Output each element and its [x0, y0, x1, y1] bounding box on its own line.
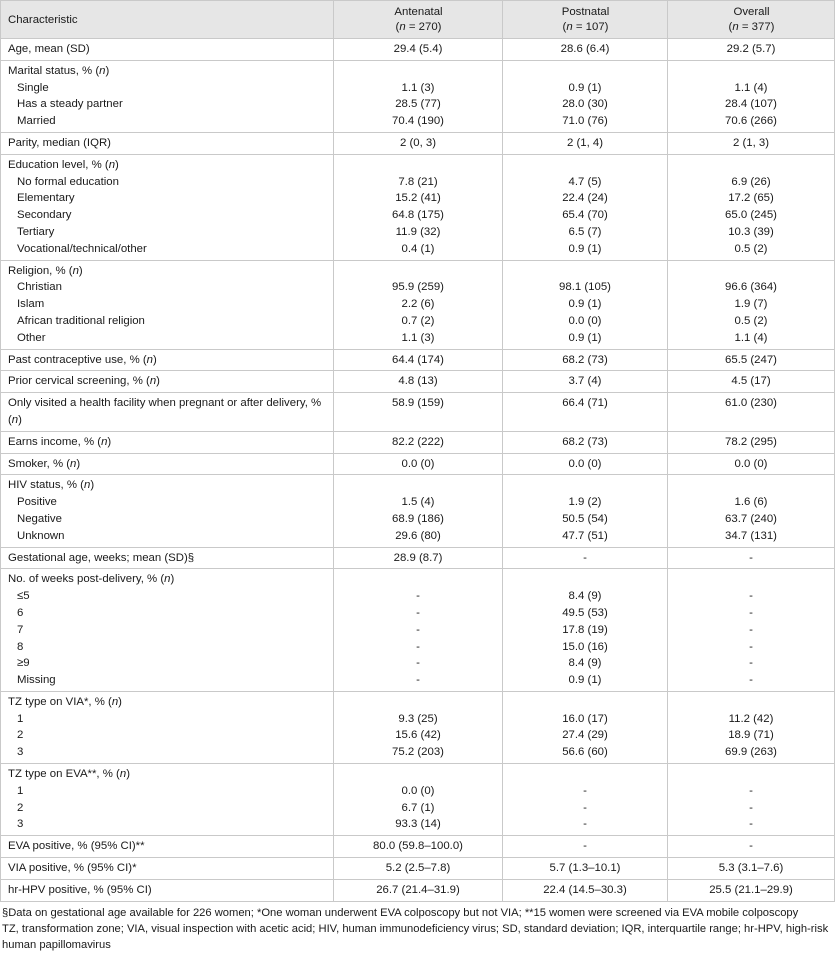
- table-row: [1, 569, 835, 692]
- cell-value: 1.9 (2): [568, 496, 602, 509]
- value-cell-antenatal: [334, 836, 503, 858]
- cell-spacer: [670, 63, 832, 80]
- header-postnatal: [503, 1, 668, 39]
- value-cell-postnatal: [503, 764, 668, 836]
- table-row: [1, 453, 835, 475]
- row-label-cell: [1, 371, 334, 393]
- cell-value: 0.4 (1): [401, 242, 435, 255]
- table-row: [1, 879, 835, 901]
- row-label: Gestational age, weeks; mean (SD)§: [8, 551, 195, 564]
- table-row: [1, 349, 835, 371]
- row-label: Education level, % (n): [8, 158, 119, 171]
- row-label-cell: [1, 154, 334, 260]
- cell-value: -: [583, 551, 587, 564]
- value-cell-antenatal: [334, 371, 503, 393]
- cell-value: 0.9 (1): [568, 298, 602, 311]
- header-postnatal-n: (n = 107): [562, 21, 609, 33]
- cell-value: 25.5 (21.1–29.9): [709, 883, 793, 896]
- value-cell-overall: [668, 879, 835, 901]
- cell-value: 26.7 (21.4–31.9): [376, 883, 460, 896]
- cell-value: 80.0 (59.8–100.0): [373, 840, 463, 853]
- table-row: [1, 431, 835, 453]
- cell-value: 28.9 (8.7): [393, 551, 443, 564]
- row-label-cell: [1, 879, 334, 901]
- cell-value: 0.9 (1): [568, 242, 602, 255]
- value-cell-postnatal: [503, 691, 668, 763]
- row-sublabel: African traditional religion: [17, 314, 145, 327]
- row-sublabel: Vocational/technical/other: [17, 242, 147, 255]
- row-sublabel: Single: [17, 81, 49, 94]
- value-cell-antenatal: [334, 691, 503, 763]
- row-sublabel: 2: [17, 801, 24, 814]
- row-label: HIV status, % (n): [8, 479, 95, 492]
- row-sublabel: No formal education: [17, 175, 119, 188]
- cell-value: 15.2 (41): [395, 192, 441, 205]
- cell-value: 78.2 (295): [725, 435, 777, 448]
- cell-value: 15.6 (42): [395, 729, 441, 742]
- cell-value: 2 (1, 4): [566, 136, 604, 149]
- value-cell-overall: [668, 547, 835, 569]
- header-postnatal-label: Postnatal: [561, 6, 610, 18]
- row-label-cell: [1, 431, 334, 453]
- row-sublabel: 1: [17, 784, 24, 797]
- cell-value: 11.2 (42): [728, 712, 774, 725]
- cell-spacer: [336, 157, 500, 174]
- cell-value: -: [416, 674, 420, 687]
- cell-value: 9.3 (25): [398, 712, 438, 725]
- value-cell-antenatal: [334, 547, 503, 569]
- cell-spacer: [505, 571, 665, 588]
- cell-value: 65.4 (70): [562, 209, 608, 222]
- row-label: No. of weeks post-delivery, % (n): [8, 573, 175, 586]
- cell-value: 0.9 (1): [568, 81, 602, 94]
- cell-value: 27.4 (29): [562, 729, 608, 742]
- value-cell-antenatal: [334, 154, 503, 260]
- value-cell-overall: [668, 569, 835, 692]
- row-label-cell: [1, 475, 334, 547]
- row-label-cell: [1, 132, 334, 154]
- header-overall: [668, 1, 835, 39]
- row-label: Smoker, % (n): [8, 457, 81, 470]
- row-sublabel: Tertiary: [17, 225, 55, 238]
- cell-spacer: [505, 477, 665, 494]
- cell-value: -: [416, 606, 420, 619]
- row-sublabel: Negative: [17, 512, 62, 525]
- cell-value: -: [416, 623, 420, 636]
- row-label: TZ type on VIA*, % (n): [8, 695, 122, 708]
- cell-value: 29.6 (80): [395, 529, 441, 542]
- row-label-cell: [1, 764, 334, 836]
- row-sublabel: ≥9: [17, 657, 30, 670]
- cell-value: 56.6 (60): [562, 746, 608, 759]
- cell-spacer: [670, 157, 832, 174]
- row-label: TZ type on EVA**, % (n): [8, 768, 130, 781]
- row-label: Age, mean (SD): [8, 43, 90, 55]
- row-label-cell: [1, 260, 334, 349]
- value-cell-overall: [668, 393, 835, 432]
- row-label: Only visited a health facility when pregnant or after delivery, % (n): [8, 397, 322, 426]
- value-cell-postnatal: [503, 371, 668, 393]
- value-cell-postnatal: [503, 39, 668, 61]
- value-cell-antenatal: [334, 764, 503, 836]
- table-row: [1, 764, 835, 836]
- row-sublabel: Positive: [17, 496, 57, 509]
- cell-value: 28.0 (30): [562, 98, 608, 111]
- value-cell-antenatal: [334, 393, 503, 432]
- row-sublabel: ≤5: [17, 590, 30, 603]
- cell-value: 65.5 (247): [725, 353, 777, 366]
- row-sublabel: Christian: [17, 281, 62, 294]
- cell-spacer: [505, 263, 665, 280]
- cell-value: 8.4 (9): [568, 657, 602, 670]
- value-cell-postnatal: [503, 475, 668, 547]
- header-characteristic: Characteristic: [1, 1, 334, 39]
- cell-value: -: [416, 640, 420, 653]
- value-cell-antenatal: [334, 349, 503, 371]
- value-cell-postnatal: [503, 569, 668, 692]
- value-cell-antenatal: [334, 39, 503, 61]
- cell-value: -: [749, 818, 753, 831]
- cell-value: 28.5 (77): [395, 98, 441, 111]
- cell-value: 8.4 (9): [568, 590, 602, 603]
- cell-value: -: [749, 623, 753, 636]
- value-cell-antenatal: [334, 475, 503, 547]
- cell-value: -: [749, 840, 753, 853]
- row-label-cell: [1, 453, 334, 475]
- cell-value: -: [583, 801, 587, 814]
- cell-value: 22.4 (24): [562, 192, 608, 205]
- table-row: [1, 547, 835, 569]
- cell-spacer: [670, 263, 832, 280]
- row-sublabel: Married: [17, 115, 56, 128]
- cell-value: 0.0 (0): [401, 457, 435, 470]
- value-cell-overall: [668, 260, 835, 349]
- cell-value: 10.3 (39): [728, 225, 774, 238]
- cell-value: 71.0 (76): [562, 115, 608, 128]
- cell-spacer: [336, 477, 500, 494]
- cell-value: 0.7 (2): [401, 314, 435, 327]
- value-cell-overall: [668, 431, 835, 453]
- cell-value: 68.2 (73): [562, 435, 608, 448]
- cell-value: 2 (0, 3): [399, 136, 437, 149]
- row-sublabel: Elementary: [17, 192, 75, 205]
- cell-spacer: [336, 694, 500, 711]
- cell-spacer: [336, 571, 500, 588]
- value-cell-postnatal: [503, 547, 668, 569]
- cell-value: 18.9 (71): [728, 729, 774, 742]
- value-cell-overall: [668, 764, 835, 836]
- value-cell-postnatal: [503, 132, 668, 154]
- header-antenatal: [334, 1, 503, 39]
- value-cell-overall: [668, 39, 835, 61]
- cell-value: 0.0 (0): [568, 457, 602, 470]
- cell-value: 6.7 (1): [401, 801, 435, 814]
- row-label: Past contraceptive use, % (n): [8, 353, 157, 366]
- value-cell-overall: [668, 691, 835, 763]
- value-cell-postnatal: [503, 260, 668, 349]
- row-label: Parity, median (IQR): [8, 136, 111, 149]
- row-label-cell: [1, 836, 334, 858]
- value-cell-postnatal: [503, 393, 668, 432]
- cell-value: 1.1 (4): [734, 331, 768, 344]
- cell-value: 65.0 (245): [725, 209, 777, 222]
- row-label: Prior cervical screening, % (n): [8, 375, 160, 388]
- cell-value: 5.7 (1.3–10.1): [549, 862, 621, 875]
- row-label-cell: [1, 547, 334, 569]
- value-cell-postnatal: [503, 154, 668, 260]
- cell-spacer: [336, 766, 500, 783]
- row-label: Marital status, % (n): [8, 64, 110, 77]
- value-cell-antenatal: [334, 260, 503, 349]
- row-label: VIA positive, % (95% CI)*: [8, 862, 137, 875]
- cell-value: 93.3 (14): [395, 818, 441, 831]
- row-sublabel: Other: [17, 331, 46, 344]
- cell-value: 1.1 (3): [401, 81, 435, 94]
- cell-spacer: [505, 694, 665, 711]
- cell-value: -: [749, 801, 753, 814]
- table-body: [1, 39, 835, 902]
- cell-value: 4.5 (17): [731, 375, 771, 388]
- row-sublabel: Missing: [17, 674, 56, 687]
- value-cell-overall: [668, 858, 835, 880]
- header-overall-label: Overall: [733, 6, 770, 18]
- value-cell-overall: [668, 453, 835, 475]
- value-cell-overall: [668, 836, 835, 858]
- value-cell-antenatal: [334, 431, 503, 453]
- cell-value: 0.5 (2): [734, 314, 768, 327]
- table-row: [1, 836, 835, 858]
- cell-value: 0.0 (0): [568, 314, 602, 327]
- table-header-row: [1, 1, 835, 39]
- cell-value: -: [749, 640, 753, 653]
- cell-value: 0.0 (0): [734, 457, 768, 470]
- cell-value: 4.7 (5): [568, 175, 602, 188]
- cell-value: 6.9 (26): [731, 175, 771, 188]
- cell-value: 15.0 (16): [562, 640, 608, 653]
- cell-value: 7.8 (21): [398, 175, 438, 188]
- row-label-cell: [1, 393, 334, 432]
- row-sublabel: Islam: [17, 298, 45, 311]
- row-sublabel: 3: [17, 818, 24, 831]
- cell-value: -: [749, 674, 753, 687]
- row-sublabel: 2: [17, 729, 24, 742]
- value-cell-postnatal: [503, 836, 668, 858]
- value-cell-overall: [668, 60, 835, 132]
- cell-value: 49.5 (53): [562, 606, 608, 619]
- cell-spacer: [505, 766, 665, 783]
- cell-value: 5.2 (2.5–7.8): [385, 862, 451, 875]
- value-cell-postnatal: [503, 453, 668, 475]
- cell-value: 0.9 (1): [568, 331, 602, 344]
- cell-value: 82.2 (222): [392, 435, 444, 448]
- row-label-cell: [1, 60, 334, 132]
- cell-value: -: [583, 840, 587, 853]
- table-row: [1, 60, 835, 132]
- table-row: [1, 260, 835, 349]
- cell-value: 16.0 (17): [562, 712, 608, 725]
- row-label-cell: [1, 569, 334, 692]
- value-cell-overall: [668, 132, 835, 154]
- cell-value: 1.1 (3): [401, 331, 435, 344]
- table-row: [1, 393, 835, 432]
- cell-value: 58.9 (159): [392, 397, 444, 410]
- cell-value: -: [749, 606, 753, 619]
- value-cell-antenatal: [334, 858, 503, 880]
- cell-value: 66.4 (71): [562, 397, 608, 410]
- cell-value: 6.5 (7): [568, 225, 602, 238]
- cell-value: 5.3 (3.1–7.6): [718, 862, 784, 875]
- cell-value: 1.9 (7): [734, 298, 768, 311]
- row-sublabel: Has a steady partner: [17, 98, 123, 111]
- cell-value: 22.4 (14.5–30.3): [543, 883, 627, 896]
- row-sublabel: Secondary: [17, 209, 72, 222]
- footnote-abbreviations: TZ, transformation zone; VIA, visual inspection with acetic acid; HIV, human immunodeficiency virus; SD, standard deviation; IQR, interquartile range; hr-HPV, high-risk human papillomavirus: [2, 922, 829, 951]
- footnote-symbols: §Data on gestational age available for 226 women; *One woman underwent EVA colposcopy but not VIA; **15 women were screened via EVA mobile colposcopy: [2, 906, 799, 919]
- row-sublabel: 6: [17, 606, 24, 619]
- cell-value: 34.7 (131): [725, 529, 777, 542]
- cell-value: -: [416, 657, 420, 670]
- cell-value: -: [749, 657, 753, 670]
- value-cell-antenatal: [334, 132, 503, 154]
- row-label-cell: [1, 39, 334, 61]
- table-row: [1, 132, 835, 154]
- cell-value: 0.5 (2): [734, 242, 768, 255]
- cell-value: 29.2 (5.7): [726, 43, 776, 55]
- row-sublabel: Unknown: [17, 529, 65, 542]
- cell-spacer: [670, 766, 832, 783]
- cell-value: 1.6 (6): [734, 496, 768, 509]
- cell-value: 50.5 (54): [562, 512, 608, 525]
- value-cell-postnatal: [503, 858, 668, 880]
- table-row: [1, 475, 835, 547]
- cell-value: 70.4 (190): [392, 115, 444, 128]
- table-footnotes: [0, 902, 835, 953]
- row-label: EVA positive, % (95% CI)**: [8, 840, 145, 853]
- cell-spacer: [670, 477, 832, 494]
- cell-value: 47.7 (51): [562, 529, 608, 542]
- cell-value: 75.2 (203): [392, 746, 444, 759]
- header-antenatal-n: (n = 270): [395, 21, 442, 33]
- cell-value: 28.6 (6.4): [560, 43, 610, 55]
- cell-value: -: [749, 784, 753, 797]
- cell-value: 2.2 (6): [401, 298, 435, 311]
- header-antenatal-label: Antenatal: [394, 6, 443, 18]
- table-row: [1, 371, 835, 393]
- cell-value: 11.9 (32): [395, 225, 441, 238]
- value-cell-antenatal: [334, 879, 503, 901]
- cell-value: 29.4 (5.4): [393, 43, 443, 55]
- row-label-cell: [1, 858, 334, 880]
- cell-value: 64.4 (174): [392, 353, 444, 366]
- value-cell-overall: [668, 371, 835, 393]
- row-sublabel: 7: [17, 623, 24, 636]
- cell-spacer: [670, 694, 832, 711]
- cell-value: 1.1 (4): [734, 81, 768, 94]
- cell-spacer: [505, 157, 665, 174]
- value-cell-antenatal: [334, 60, 503, 132]
- cell-value: 95.9 (259): [392, 281, 444, 294]
- cell-value: -: [583, 784, 587, 797]
- value-cell-postnatal: [503, 879, 668, 901]
- cell-value: 3.7 (4): [568, 375, 602, 388]
- value-cell-postnatal: [503, 60, 668, 132]
- cell-value: 0.0 (0): [401, 784, 435, 797]
- row-label: Earns income, % (n): [8, 435, 112, 448]
- cell-value: 28.4 (107): [725, 98, 777, 111]
- value-cell-antenatal: [334, 569, 503, 692]
- cell-value: 98.1 (105): [559, 281, 611, 294]
- value-cell-postnatal: [503, 431, 668, 453]
- row-sublabel: 1: [17, 712, 24, 725]
- row-label-cell: [1, 691, 334, 763]
- cell-value: 96.6 (364): [725, 281, 777, 294]
- cell-spacer: [505, 63, 665, 80]
- cell-value: 17.8 (19): [562, 623, 608, 636]
- row-sublabel: 3: [17, 746, 24, 759]
- cell-spacer: [336, 63, 500, 80]
- value-cell-postnatal: [503, 349, 668, 371]
- header-overall-n: (n = 377): [728, 21, 775, 33]
- cell-value: 68.2 (73): [562, 353, 608, 366]
- cell-value: -: [583, 818, 587, 831]
- cell-value: 17.2 (65): [728, 192, 774, 205]
- table-row: [1, 39, 835, 61]
- value-cell-overall: [668, 154, 835, 260]
- cell-value: 1.5 (4): [401, 496, 435, 509]
- cell-value: 2 (1, 3): [732, 136, 770, 149]
- row-label-cell: [1, 349, 334, 371]
- value-cell-overall: [668, 475, 835, 547]
- cell-value: 70.6 (266): [725, 115, 777, 128]
- cell-spacer: [336, 263, 500, 280]
- cell-value: 64.8 (175): [392, 209, 444, 222]
- row-sublabel: 8: [17, 640, 24, 653]
- row-label: hr-HPV positive, % (95% CI): [8, 883, 152, 896]
- cell-value: 4.8 (13): [398, 375, 438, 388]
- cell-value: -: [749, 590, 753, 603]
- table-row: [1, 858, 835, 880]
- cell-value: 61.0 (230): [725, 397, 777, 410]
- cell-spacer: [670, 571, 832, 588]
- cell-value: -: [749, 551, 753, 564]
- cell-value: 68.9 (186): [392, 512, 444, 525]
- value-cell-overall: [668, 349, 835, 371]
- row-label: Religion, % (n): [8, 264, 83, 277]
- value-cell-antenatal: [334, 453, 503, 475]
- cell-value: 69.9 (263): [725, 746, 777, 759]
- cell-value: 63.7 (240): [725, 512, 777, 525]
- cell-value: -: [416, 590, 420, 603]
- cell-value: 0.9 (1): [568, 674, 602, 687]
- table-row: [1, 691, 835, 763]
- table-row: [1, 154, 835, 260]
